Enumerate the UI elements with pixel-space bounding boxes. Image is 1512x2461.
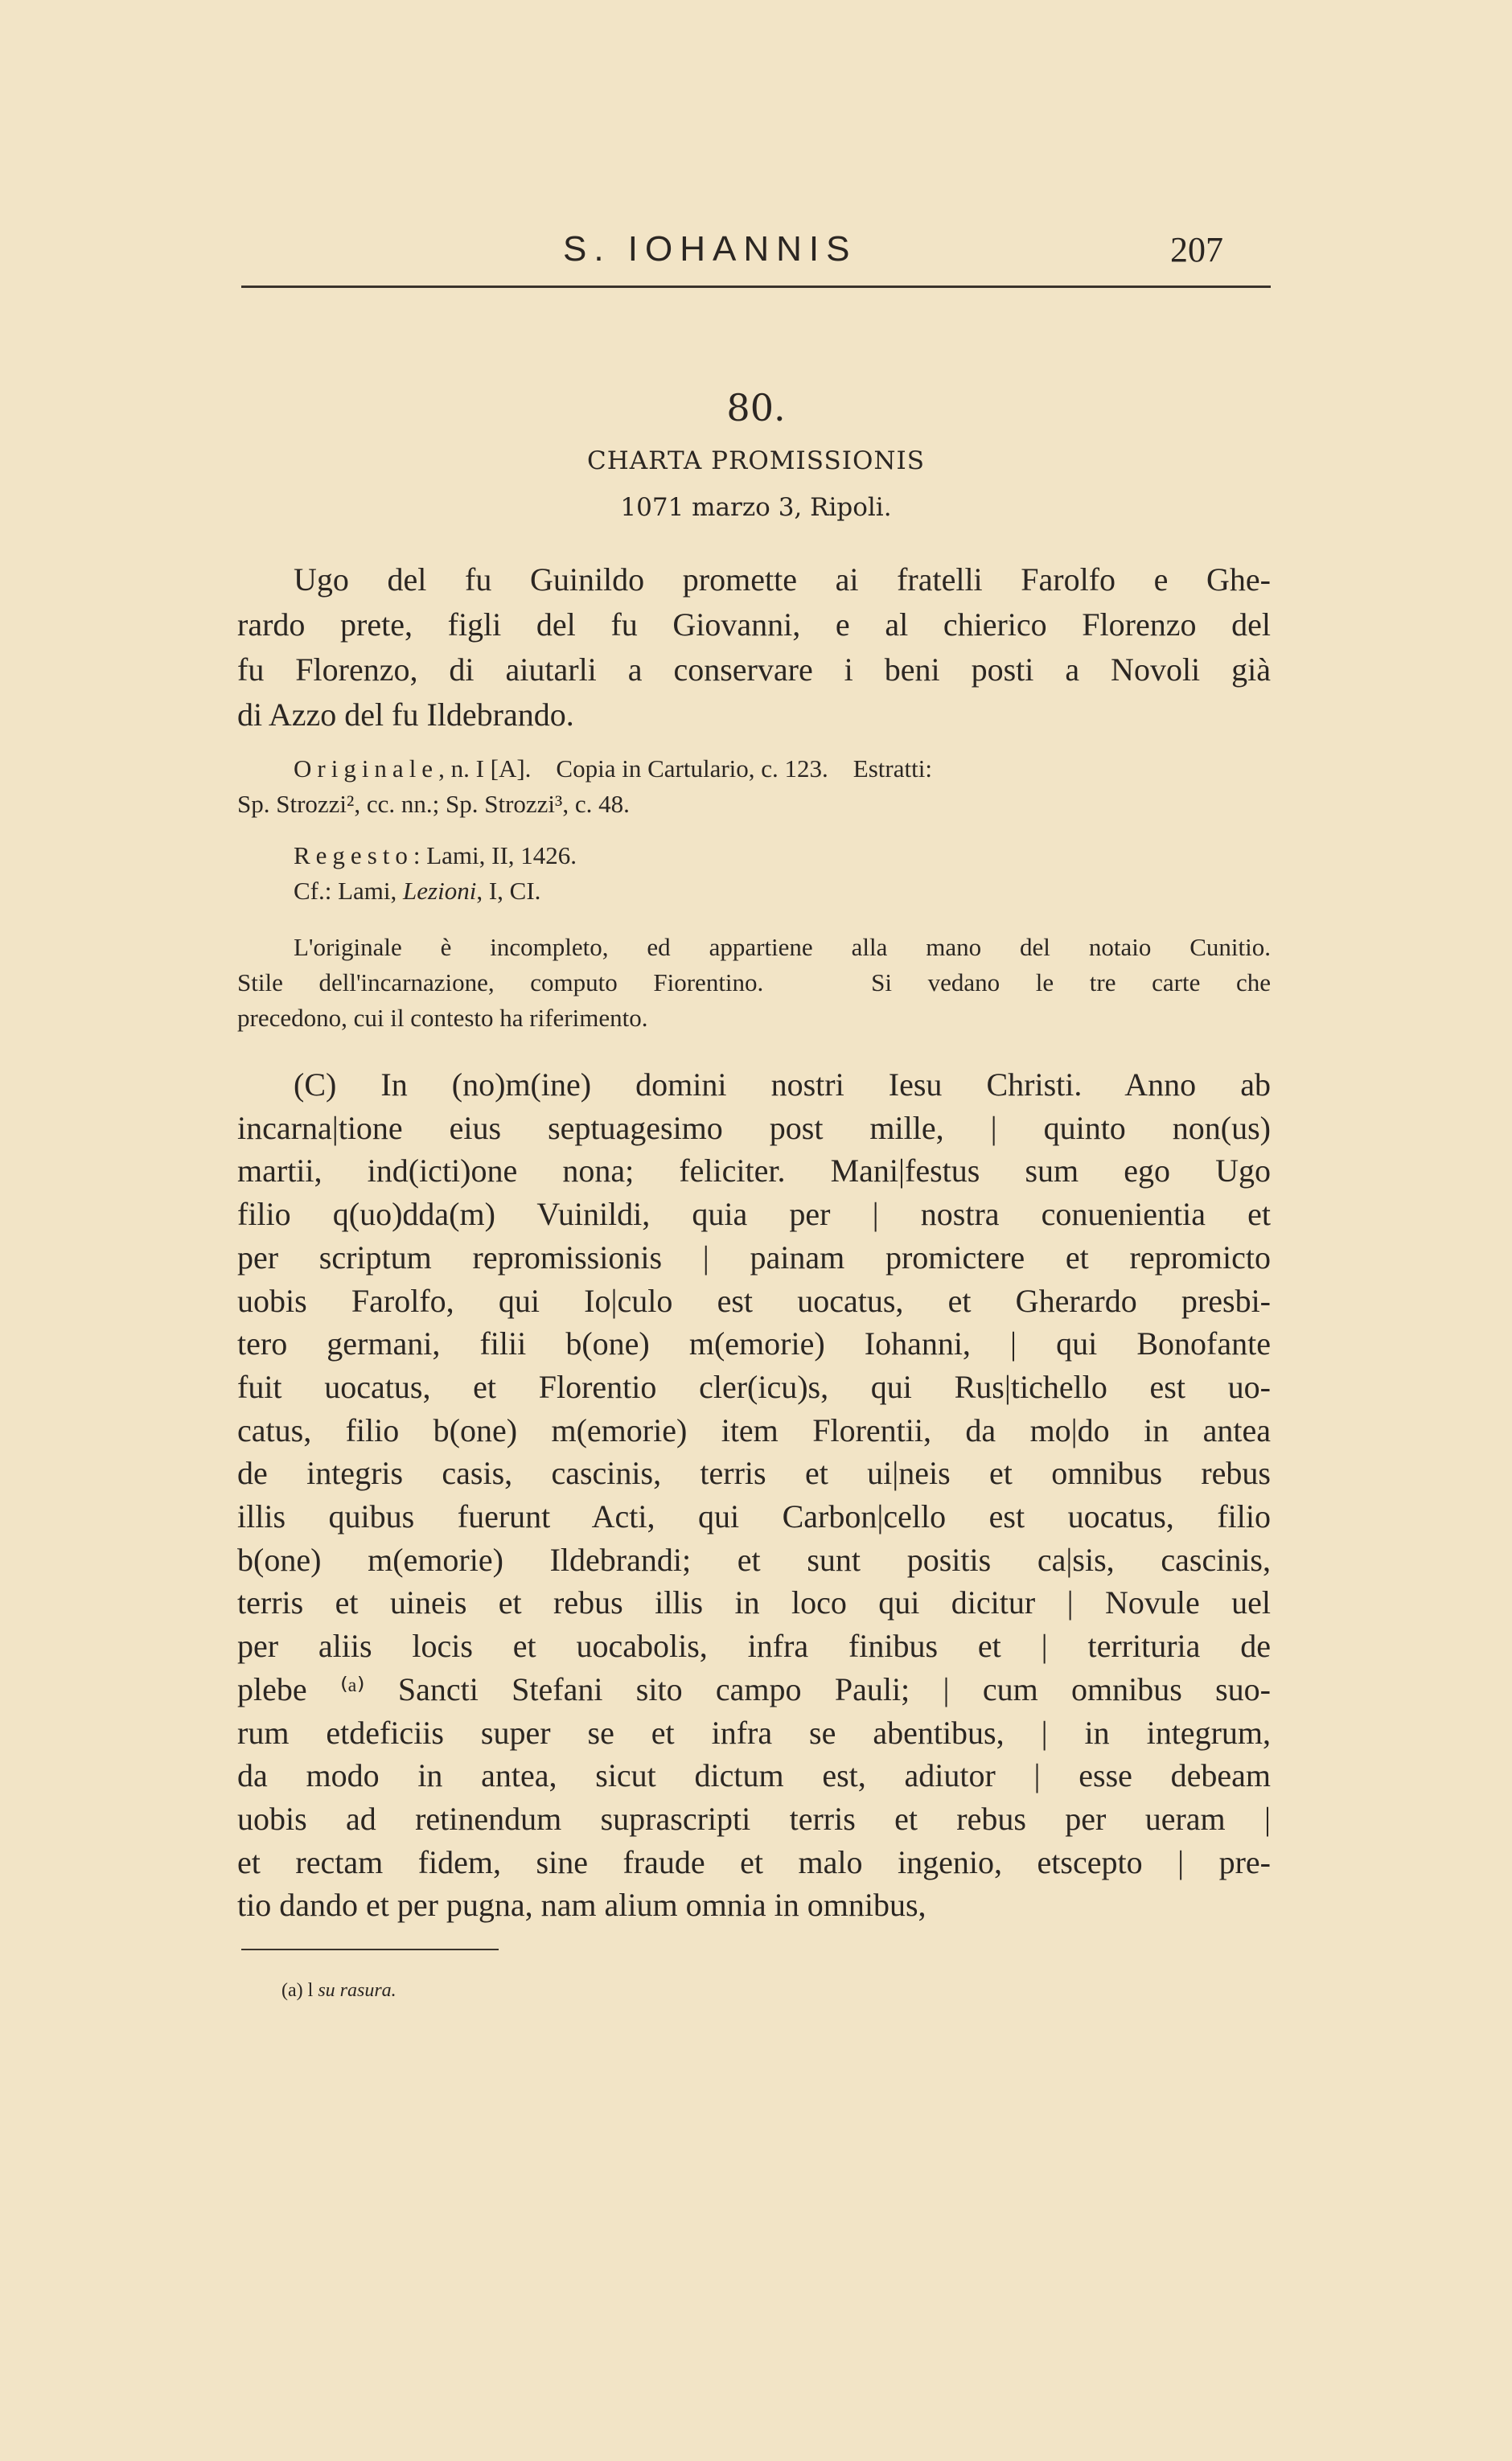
regesto-details: : Lami, II, 1426.	[413, 841, 577, 869]
note-line: precedono, cui il contesto ha riferimento.	[237, 1004, 648, 1032]
running-title: S. IOHANNIS	[563, 229, 857, 269]
text-line: illis quibus fuerunt Acti, qui Carbon|cello est uocatus, filio	[237, 1498, 1271, 1535]
summary-line: rardo prete, figli del fu Giovanni, e al chierico Florenzo del	[237, 606, 1271, 643]
page-number: 207	[1170, 230, 1223, 269]
footnote-text: su rasura.	[318, 1980, 396, 2001]
text-line: per scriptum repromissionis | painam promictere et repromicto	[237, 1239, 1271, 1276]
originale-details: , n. I [A]. Copia in Cartulario, c. 123. Estratti:	[438, 754, 932, 783]
summary-line: fu Florenzo, di aiutarli a conservare i beni posti a Novoli già	[237, 651, 1271, 688]
text-line: martii, ind(icti)one nona; feliciter. Mani|festus sum ego Ugo	[237, 1152, 1271, 1189]
summary-line: di Azzo del fu Ildebrando.	[237, 696, 574, 733]
cf-prefix: Cf.: Lami,	[294, 877, 404, 905]
text-line: tio dando et per pugna, nam alium omnia in omnibus,	[237, 1887, 927, 1924]
cf-line	[294, 877, 1271, 906]
footnote-mark: (a) l	[281, 1980, 314, 2001]
text-line: et rectam fidem, sine fraude et malo ingenio, etscepto | pre-	[237, 1843, 1271, 1880]
document-date: 1071 marzo 3, Ripoli.	[620, 493, 892, 522]
text-line: terris et uineis et rebus illis in loco qui dicitur | Novule uel	[237, 1584, 1271, 1621]
text-line: rum etdeficiis super se et infra se abentibus, | in integrum,	[237, 1714, 1271, 1751]
text-line: fuit uocatus, et Florentio cler(icu)s, qui Rus|tichello est uo-	[237, 1368, 1271, 1405]
text-line: uobis ad retinendum suprascripti terris et rebus per ueram |	[237, 1800, 1271, 1837]
cf-suffix: , I, CI.	[476, 877, 541, 905]
text-line: da modo in antea, sicut dictum est, adiutor | esse debeam	[237, 1757, 1271, 1794]
document-number: 80.	[726, 386, 786, 429]
header-rule	[241, 286, 1271, 288]
text-line: filio q(uo)dda(m) Vuinildi, quia per | nostra conuenientia et	[237, 1196, 1271, 1233]
regesto-label: Regesto	[294, 841, 413, 869]
text-line: tero germani, filii b(one) m(emorie) Iohanni, | qui Bonofante	[237, 1325, 1271, 1362]
extracts-line: Sp. Strozzi², cc. nn.; Sp. Strozzi³, c. 48.	[237, 790, 630, 818]
regesto-line	[294, 841, 1271, 870]
text-line: catus, filio b(one) m(emorie) item Florentii, da mo|do in antea	[237, 1411, 1271, 1448]
summary-line: Ugo del fu Guinildo promette ai fratelli Farolfo e Ghe-	[294, 561, 1271, 598]
text-line: uobis Farolfo, qui Io|culo est uocatus, et Gherardo presbi-	[237, 1282, 1271, 1319]
text-line: b(one) m(emorie) Ildebrandi; et sunt positis ca|sis, cascinis,	[237, 1541, 1271, 1578]
text-line: de integris casis, cascinis, terris et ui|neis et omnibus rebus	[237, 1455, 1271, 1492]
text-line: plebe ⁽ᵃ⁾ Sancti Stefani sito campo Pauli; | cum omnibus suo-	[237, 1670, 1271, 1707]
text-line: per aliis locis et uocabolis, infra finibus et | territuria de	[237, 1628, 1271, 1665]
originale-line	[294, 754, 1271, 783]
note-line: L'originale è incompleto, ed appartiene alla mano del notaio Cunitio.	[294, 933, 1271, 961]
note-line: Stile dell'incarnazione, computo Fiorentino. Si vedano le tre carte che	[237, 968, 1271, 996]
footnote-rule	[241, 1949, 499, 1950]
text-line: incarna|tione eius septuagesimo post mille, | quinto non(us)	[237, 1109, 1271, 1146]
cf-italic: Lezioni	[403, 877, 477, 905]
document-title: CHARTA PROMISSIONIS	[587, 446, 925, 475]
footnote	[281, 1980, 396, 2002]
originale-label: Originale	[294, 754, 439, 783]
text-line: (C) In (no)m(ine) domini nostri Iesu Christi. Anno ab	[294, 1066, 1271, 1103]
